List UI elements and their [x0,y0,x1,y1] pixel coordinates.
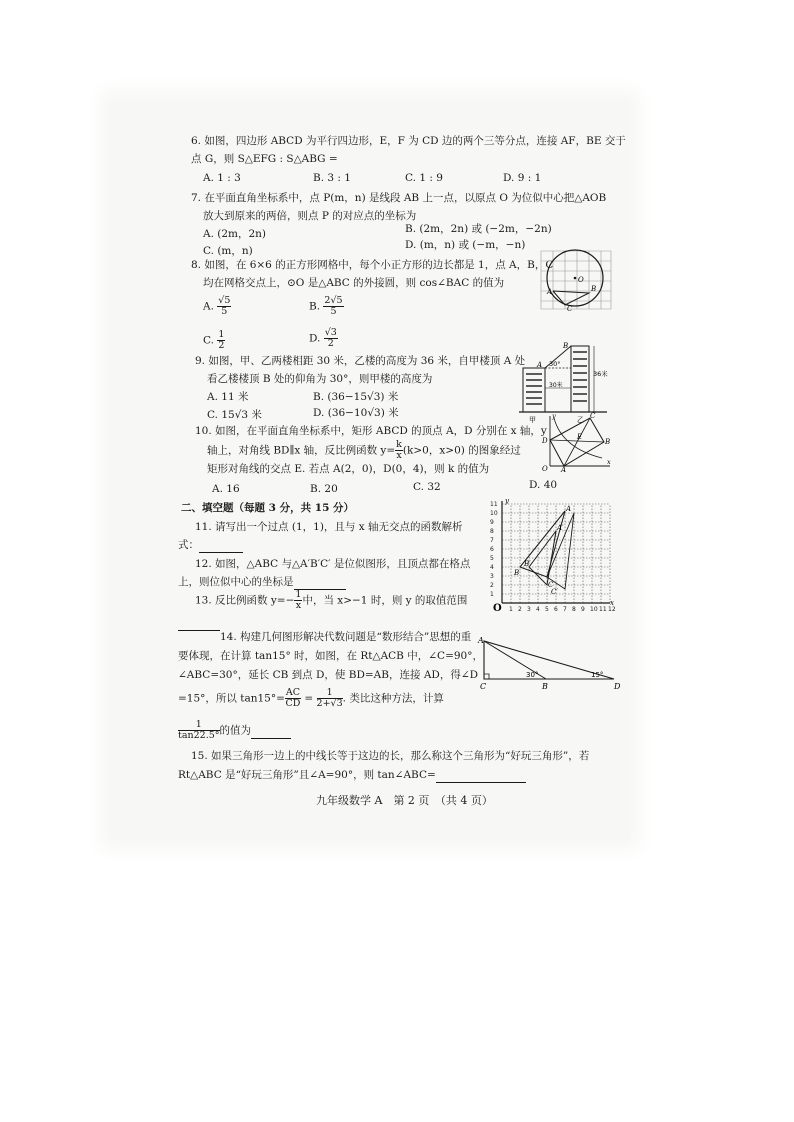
q12-y-tick-label: 1 [490,591,494,598]
q10-option-d[interactable]: D. 40 [529,479,558,491]
q12-x-tick-label: 8 [572,606,576,613]
q12-x-tick-label: 12 [608,606,616,613]
q12-x-tick-label: 5 [545,606,549,613]
q8-option-a[interactable]: A. $\frac{√5}{5}$ [203,295,231,317]
q8-option-d-fraction: $\frac{√3}{2}$ [324,327,337,349]
q10-k-over-x-fraction: $\frac{k}{x}$ [396,439,402,461]
q12-x-tick-label: 1 [509,606,513,613]
q14-ac-over-cd-fraction: $\frac{AC}{CD}$ [285,687,301,709]
q14-answer-blank[interactable] [251,724,291,739]
q12-y-tick-label: 3 [490,573,494,580]
q10-label-d: D [542,437,548,445]
q9-option-b[interactable]: B. (36−15√3) 米 [313,391,399,403]
q14-label-15deg: 15° [591,671,604,679]
q10-stem-line3: 矩形对角线的交点 E. 若点 A(2，0)，D(0，4)，则 k 的值为 [207,463,490,475]
q15-answer-blank[interactable] [436,768,526,783]
q12-label-c: C [548,581,554,589]
q7-option-c[interactable]: C. (m，n) [203,245,253,257]
q6-stem-line2: 点 G，则 S△EFG : S△ABG = [191,153,338,165]
q12-x-tick-label: 3 [527,606,531,613]
page-footer: 九年级数学 A 第 2 页 （共 4 页） [316,794,493,807]
q8-option-d[interactable]: D. $\frac{√3}{2}$ [309,327,337,349]
q12-label-a-prime: A′ [557,524,564,532]
q8-option-c[interactable]: C. $\frac{1}{2}$ [203,329,225,351]
q10-option-a[interactable]: A. 16 [212,483,240,495]
q12-y-tick-label: 8 [490,528,494,535]
q11-stem-line2: 式： [178,538,243,553]
q6-option-c[interactable]: C. 1 : 9 [405,172,443,184]
q9-stem-line2: 看乙楼楼顶 B 处的仰角为 30°，则甲楼的高度为 [207,373,433,385]
q12-x-tick-label: 4 [536,606,540,613]
q14-label-c: C [480,682,487,691]
q9-option-d[interactable]: D. (36−10√3) 米 [313,407,399,419]
q12-x-tick-label: 7 [563,606,567,613]
q11-stem-line1: 11. 请写出一个过点 (1，1)，且与 x 轴无交点的函数解析 [195,521,463,533]
q10-stem-line2: 轴上，对角线 BD∥x 轴，反比例函数 y= $\frac{k}{x}$ (k>0，x>0) 的图象经过 [207,439,521,461]
q8-label-o: O [578,276,584,284]
q9-label-a: A [537,361,543,369]
q14-stem-line1: 14. 构建几何图形解决代数问题是“数形结合”思想的重 [220,631,472,643]
q10-rectangle-figure [540,412,614,472]
q13-stem: 13. 反比例函数 y=− $\frac{1}{x}$ 中，当 x>−1 时，则 y 的取值范围 [195,589,468,611]
q10-option-c[interactable]: C. 32 [413,481,441,493]
q8-stem-line1: 8. 如图，在 6×6 的正方形网格中，每个小正方形的边长都是 1，点 A，B，C [191,259,554,271]
q14-one-over-tan22-5-fraction: $\frac{1}{\tan 22.5^\circ}$ [178,719,220,741]
q8-option-c-fraction: $\frac{1}{2}$ [218,329,225,351]
q9-label-b: B [563,342,569,350]
q9-label-distance: 30米 [549,382,563,389]
q12-grid-figure [488,497,616,613]
q14-label-b: B [542,682,548,691]
q14-triangle-figure [474,635,624,691]
q10-label-e: E [577,433,583,441]
q8-label-c: C [567,305,573,312]
q11-answer-blank[interactable] [199,538,243,553]
q7-option-b[interactable]: B. (2m，2n) 或 (−2m，−2n) [405,223,552,235]
q12-label-x: x [610,599,614,607]
q14-stem-line2: 要体现，在计算 tan15° 时，如图，在 Rt△ACB 中，∠C=90°， [178,650,483,662]
q9-stem-line1: 9. 如图，甲、乙两楼相距 30 米，乙楼的高度为 36 米，自甲楼顶 A 处 [195,355,526,367]
q15-stem-line2: Rt△ABC 是“好玩三角形”且∠A=90°，则 tan∠ABC= [178,768,526,783]
q12-y-tick-label: 2 [490,582,494,589]
q10-label-c: C [590,412,596,420]
q6-stem-line1: 6. 如图，四边形 ABCD 为平行四边形，E，F 为 CD 边的两个三等分点，连接 AF，BE 交于 [191,135,626,147]
q15-stem-line1: 15. 如果三角形一边上的中线长等于这边的长，那么称这个三角形为“好玩三角形”，若 [191,750,590,762]
q9-label-yi: 乙 [577,416,584,424]
q9-option-a[interactable]: A. 11 米 [207,391,249,403]
q10-label-x: x [607,458,611,466]
q6-option-d[interactable]: D. 9 : 1 [503,172,542,184]
q7-option-a[interactable]: A. (2m，2n) [203,228,267,240]
q8-option-b-fraction: $\frac{2√5}{5}$ [324,295,343,317]
q12-x-tick-label: 6 [554,606,558,613]
q10-label-b: B [605,438,611,446]
q7-stem-line1: 7. 在平面直角坐标系中，点 P(m，n) 是线段 AB 上一点，以原点 O 为位似中心把△AOB [191,192,607,204]
q10-label-a: A [561,466,567,472]
q8-label-b: B [591,285,597,293]
section2-title: 二、填空题（每题 3 分，共 15 分） [181,502,355,514]
q12-y-tick-label: 9 [490,519,494,526]
q9-label-jia: 甲 [529,416,536,424]
q14-label-30deg: 30° [526,671,539,679]
q8-circle-grid-figure [538,248,614,312]
q8-stem-line2: 均在网格交点上，⊙O 是△ABC 的外接圆，则 cos∠BAC 的值为 [203,277,505,289]
q6-option-a[interactable]: A. 1 : 3 [203,172,241,184]
q12-y-tick-label: 4 [490,564,494,571]
q8-label-a: A [547,288,553,296]
q12-label-c-prime: C′ [551,588,558,596]
q14-label-d: D [614,682,621,691]
q10-option-b[interactable]: B. 20 [310,483,338,495]
q10-label-y: y [552,412,556,420]
q12-y-tick-label: 10 [490,510,498,517]
q12-y-tick-label: 5 [490,555,494,562]
q12-y-tick-label: 11 [490,501,498,508]
q6-option-b[interactable]: B. 3 : 1 [313,172,351,184]
q12-stem-line1: 12. 如图，△ABC 与△A′B′C′ 是位似图形，且顶点都在格点 [195,558,471,570]
q7-stem-line2: 放大到原来的两倍，则点 P 的对应点的坐标为 [203,210,417,222]
q14-label-a: A [478,636,484,645]
q14-stem-line5: $\frac{1}{\tan 22.5^\circ}$ 的值为 [178,720,291,741]
q12-x-tick-label: 10 [590,606,598,613]
q10-stem-line1: 10. 如图，在平面直角坐标系中，矩形 ABCD 的顶点 A，D 分别在 x 轴，y [195,425,547,437]
q7-option-d[interactable]: D. (m，n) 或 (−m，−n) [405,239,526,251]
q9-option-c[interactable]: C. 15√3 米 [207,409,262,421]
q8-option-a-fraction: $\frac{√5}{5}$ [218,295,231,317]
q12-x-tick-label: 2 [518,606,522,613]
q12-x-tick-label: 11 [599,606,607,613]
q8-option-b[interactable]: B. $\frac{2√5}{5}$ [309,295,343,317]
q14-one-over-two-plus-root3-fraction: $\frac{1}{2+√3}$ [316,687,343,709]
q12-label-y: y [505,497,509,505]
q12-label-b-prime: B′ [524,560,531,568]
q14-stem-line4: =15°，所以 tan15°= $\frac{AC}{CD}$ = $\frac{1}{2+√3}$ . 类比这种方法，计算 [178,687,444,709]
q12-x-tick-label: 9 [581,606,585,613]
q10-label-o: O [542,465,548,472]
q12-y-tick-label: 6 [490,546,494,553]
q12-y-tick-label: 7 [490,537,494,544]
q13-one-over-x-fraction: $\frac{1}{x}$ [295,589,302,611]
q12-label-b: B [514,569,520,577]
q12-label-a: A [566,505,572,513]
q13-answer-blank[interactable] [178,630,220,631]
q12-answer-blank[interactable] [294,575,346,590]
q12-label-o: O [493,603,502,613]
q9-label-angle: 30° [549,360,561,368]
q14-stem-line3: ∠ABC=30°，延长 CB 到点 D，使 BD=AB，连接 AD，得∠D [178,669,479,681]
q12-stem-line2: 上，则位似中心的坐标是 [178,575,346,590]
q9-label-height: 36米 [593,370,608,378]
